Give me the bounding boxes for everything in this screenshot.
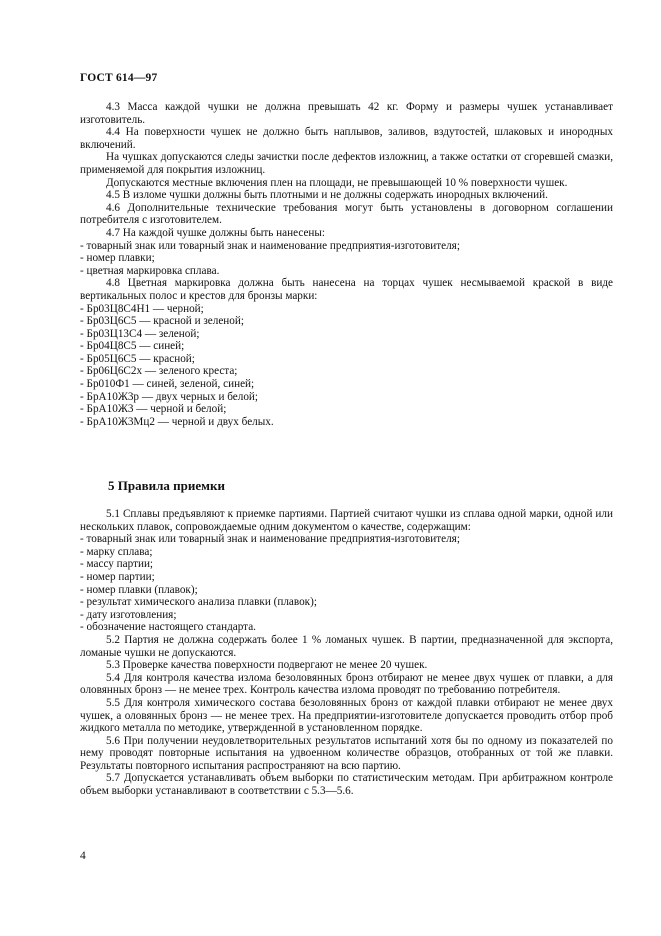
list-item: - Бр03Ц13С4 — зеленой;	[80, 328, 613, 341]
section-4-body	[80, 101, 613, 428]
paragraph: 5.6 При получении неудовлетворительных результатов испытаний хотя бы по одному из показателей по нему проводят повторные испытания на удвоенном количестве образцов, отобранных от той же плавки. Результаты повторного испытания распространяют на всю партию.	[80, 734, 613, 772]
list-item: - Бр010Ф1 — синей, зеленой, синей;	[80, 378, 613, 391]
paragraph: 4.4 На поверхности чушек не должно быть наплывов, заливов, вздутостей, шлаковых и инородных включений.	[80, 126, 613, 151]
paragraph: 5.2 Партия не должна содержать более 1 % ломаных чушек. В партии, предназначенной для экспорта, ломаные чушки не допускаются.	[80, 633, 613, 659]
list-item: - товарный знак или товарный знак и наименование предприятия-изготовителя;	[80, 533, 613, 546]
list-item: - обозначение настоящего стандарта.	[80, 621, 613, 634]
list-item: - Бр06Ц6С2х — зеленого креста;	[80, 365, 613, 378]
marking-list	[80, 240, 613, 278]
list-item: - Бр04Ц8С5 — синей;	[80, 340, 613, 353]
list-item: - номер плавки;	[80, 252, 613, 265]
paragraph: 4.6 Дополнительные технические требования могут быть установлены в договорном соглашении потребителя с изготовителем.	[80, 201, 613, 227]
page-header: ГОСТ 614—97	[80, 72, 158, 84]
list-item: - Бр03Ц6С5 — красной и зеленой;	[80, 315, 613, 328]
list-item: - результат химического анализа плавки (плавок);	[80, 596, 613, 609]
list-item: - Бр05Ц6С5 — красной;	[80, 353, 613, 366]
paragraph: 5.7 Допускается устанавливать объем выборки по статистическим методам. При арбитражном контроле объем выборки устанавливают в соответствии с 5.3—5.6.	[80, 772, 613, 798]
paragraph: 5.3 Проверке качества поверхности подвергают не менее 20 чушек.	[106, 659, 428, 672]
paragraph: 5.1 Сплавы предъявляют к приемке партиями. Партией считают чушки из сплава одной марки, одной или нескольких плавок, сопровождаемые одним документом о качестве, содержащим:	[80, 508, 613, 533]
list-item: - номер партии;	[80, 571, 613, 584]
paragraph: 4.3 Масса каждой чушки не должна превышать 42 кг. Форму и размеры чушек устанавливает изготовитель.	[80, 101, 613, 126]
page-number: 4	[80, 850, 86, 862]
paragraph: 4.7 На каждой чушке должны быть нанесены:	[106, 226, 326, 239]
list-item: - Бр03Ц8С4Н1 — черной;	[80, 303, 613, 316]
color-marking-list	[80, 303, 613, 429]
paragraph: 5.4 Для контроля качества излома безоловянных бронз отбирают не менее двух чушек от плавки, а для оловянных бронз — не менее трех. Контроль качества излома проводят по требованию потребителя.	[80, 671, 613, 697]
paragraph: На чушках допускаются следы зачистки после дефектов изложниц, а также остатки от сгоревшей смазки, применяемой для покрытия изложниц.	[80, 151, 613, 176]
paragraph: 4.5 В изломе чушки должны быть плотными и не должны содержать инородных включений.	[106, 189, 548, 202]
list-item: - массу партии;	[80, 558, 613, 571]
list-item: - марку сплава;	[80, 546, 613, 559]
list-item: - БрА10Ж3Мц2 — черной и двух белых.	[80, 416, 613, 429]
list-item: - БрА10Ж3р — двух черных и белой;	[80, 391, 613, 404]
paragraph: 4.8 Цветная маркировка должна быть нанесена на торцах чушек несмываемой краской в виде вертикальных полос и крестов для бронзы марки:	[80, 277, 613, 302]
list-item: - номер плавки (плавок);	[80, 584, 613, 597]
list-item: - дату изготовления;	[80, 609, 613, 622]
list-item: - товарный знак или товарный знак и наименование предприятия-изготовителя;	[80, 240, 613, 253]
paragraph: Допускаются местные включения плен на площади, не превышающей 10 % поверхности чушек.	[106, 176, 568, 189]
list-item: - БрА10Ж3 — черной и белой;	[80, 403, 613, 416]
section-5-title: 5 Правила приемки	[108, 478, 225, 493]
paragraph: 5.5 Для контроля химического состава безоловянных бронз от каждой плавки отбирают не менее двух чушек, а оловянных бронз — не менее трех. На предприятии-изготовителе допускается проводить отбор проб жидкого металла по методике, утвержденной в установленном порядке.	[80, 696, 613, 735]
section-5-body	[80, 508, 613, 798]
quality-document-list	[80, 533, 613, 634]
list-item: - цветная маркировка сплава.	[80, 265, 613, 278]
